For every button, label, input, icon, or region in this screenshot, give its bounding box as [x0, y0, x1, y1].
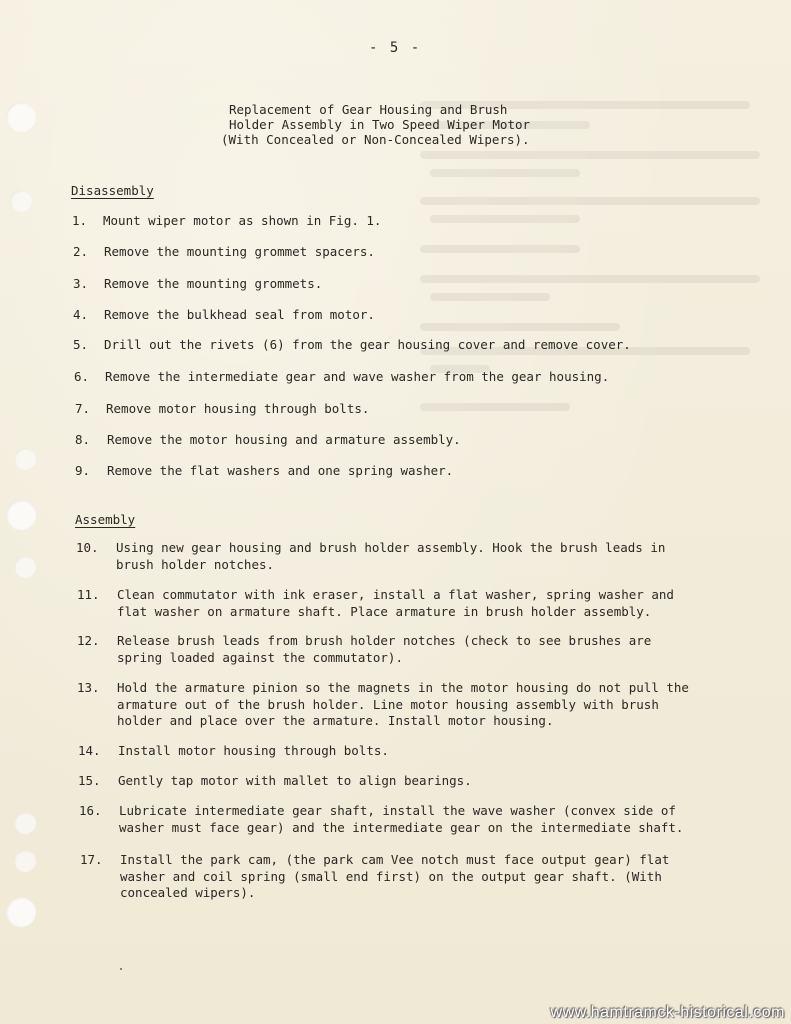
- item-line: Lubricate intermediate gear shaft, install the wave washer (convex side of: [119, 803, 676, 818]
- title-line: (With Concealed or Non-Concealed Wipers).: [221, 132, 530, 147]
- item-text: Drill out the rivets (6) from the gear housing cover and remove cover.: [104, 337, 631, 352]
- item-text: [117, 633, 651, 666]
- item-line: washer must face gear) and the intermediate gear on the intermediate shaft.: [119, 819, 684, 835]
- item-number: 8.: [75, 432, 91, 447]
- item-text: Remove the motor housing and armature assembly.: [107, 432, 461, 447]
- item-line: Clean commutator with ink eraser, install a flat washer, spring washer and: [117, 587, 674, 602]
- item-line: flat washer on armature shaft. Place armature in brush holder assembly.: [117, 603, 652, 619]
- item-line: Hold the armature pinion so the magnets in the motor housing do not pull the: [117, 680, 689, 695]
- item-number: 9.: [75, 463, 91, 478]
- item-line: Install the park cam, (the park cam Vee notch must face output gear) flat: [120, 852, 670, 867]
- item-number: 7.: [75, 401, 91, 416]
- item-line: Using new gear housing and brush holder assembly. Hook the brush leads in: [116, 540, 666, 555]
- binder-hole: [14, 812, 36, 834]
- item-line: washer and coil spring (small end first) on the output gear shaft. (With: [120, 868, 662, 884]
- item-text: [118, 743, 389, 760]
- item-number: 10.: [76, 540, 99, 555]
- item-line: armature out of the brush holder. Line motor housing assembly with brush: [117, 696, 659, 712]
- binder-hole: [6, 500, 36, 530]
- page-number: - 5 -: [369, 40, 422, 56]
- binder-hole: [14, 850, 36, 872]
- title-line: Replacement of Gear Housing and Brush: [229, 102, 508, 117]
- item-text: [119, 803, 683, 836]
- item-text: Mount wiper motor as shown in Fig. 1.: [103, 213, 382, 228]
- item-text: Remove the bulkhead seal from motor.: [104, 307, 375, 322]
- item-number: 16.: [79, 803, 102, 818]
- item-number: 11.: [77, 587, 100, 602]
- item-text: [117, 680, 689, 730]
- item-line: concealed wipers).: [120, 885, 256, 900]
- item-text: Remove the mounting grommet spacers.: [104, 244, 375, 259]
- item-number: 3.: [73, 276, 89, 291]
- binder-hole: [6, 897, 36, 927]
- binder-hole: [6, 102, 36, 132]
- item-line: spring loaded against the commutator).: [117, 649, 403, 665]
- site-watermark: www.hamtramck-historical.com: [550, 1004, 785, 1021]
- binder-hole: [14, 448, 36, 470]
- item-text: Remove the intermediate gear and wave washer from the gear housing.: [105, 369, 610, 384]
- item-number: 2.: [73, 244, 89, 259]
- item-text: [116, 540, 665, 573]
- item-line: brush holder notches.: [116, 556, 275, 572]
- title-line: Holder Assembly in Two Speed Wiper Motor: [229, 117, 531, 132]
- item-number: 13.: [77, 680, 100, 695]
- item-number: 14.: [78, 743, 101, 758]
- item-number: 5.: [73, 337, 89, 352]
- item-text: Remove the flat washers and one spring washer.: [107, 463, 454, 478]
- assembly-heading: Assembly: [75, 512, 136, 527]
- ink-speck: [120, 968, 122, 970]
- item-text: Remove the mounting grommets.: [104, 276, 323, 291]
- item-line: Release brush leads from brush holder notches (check to see brushes are: [117, 633, 652, 648]
- item-number: 15.: [78, 773, 101, 788]
- disassembly-heading: Disassembly: [71, 183, 154, 198]
- binder-hole: [14, 556, 36, 578]
- item-number: 4.: [73, 307, 89, 322]
- item-text: Remove motor housing through bolts.: [106, 401, 370, 416]
- item-number: 6.: [74, 369, 90, 384]
- item-number: 17.: [80, 852, 103, 867]
- item-text: [118, 773, 472, 790]
- item-text: [120, 852, 669, 902]
- item-line: holder and place over the armature. Install motor housing.: [117, 713, 554, 728]
- item-number: 1.: [72, 213, 88, 228]
- binder-hole: [10, 190, 32, 212]
- item-text: [117, 587, 674, 620]
- document-title: [221, 102, 531, 147]
- item-line: Install motor housing through bolts.: [118, 743, 389, 758]
- item-number: 12.: [77, 633, 100, 648]
- item-line: Gently tap motor with mallet to align bearings.: [118, 773, 472, 788]
